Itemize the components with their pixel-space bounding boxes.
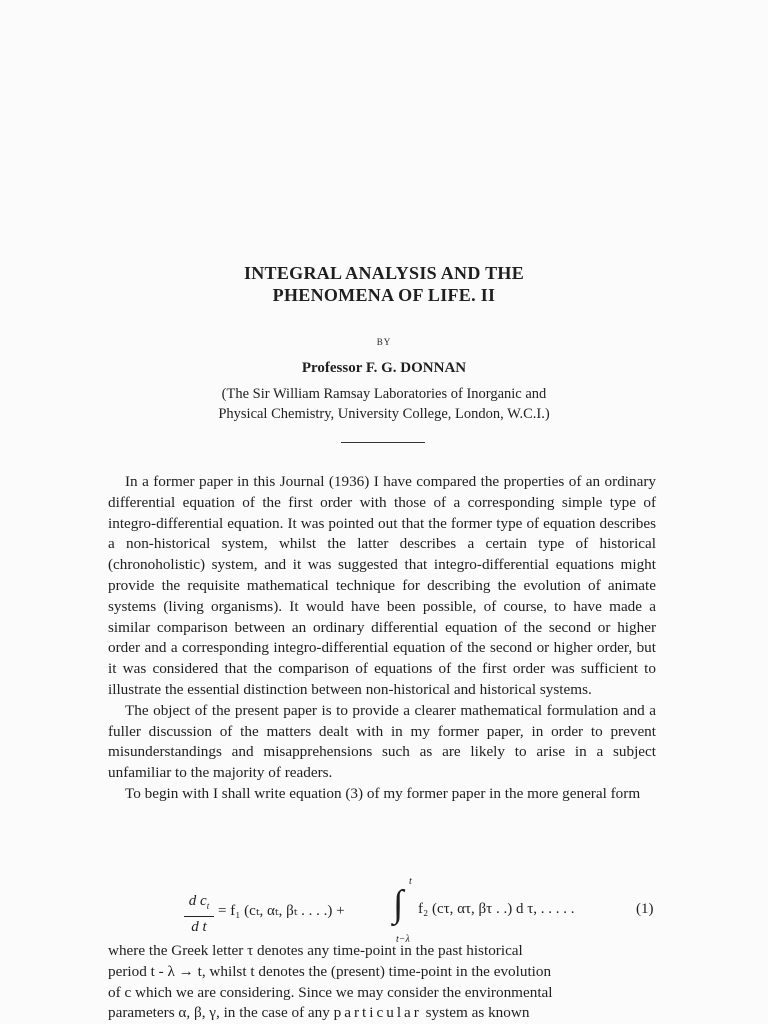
equation-number: (1) (636, 901, 654, 917)
integral-lower-limit: t−λ (396, 934, 410, 945)
integral-sign: ∫ (393, 883, 404, 925)
title-line-2: PHENOMENA OF LIFE. II (272, 285, 496, 305)
derivative-denominator: d t (191, 919, 207, 935)
equation-rhs-integrand: f₂ (cτ, ατ, βτ . .) d τ, . . . . . (418, 901, 575, 917)
fraction-bar (184, 916, 214, 917)
continued-line-3: of c which we are considering. Since we may consider the environmental (108, 983, 553, 1001)
author-name: Professor F. G. DONNAN (301, 360, 467, 376)
continued-line-4: parameters α, β, γ, in the case of any particular system as known (108, 1004, 530, 1022)
author-affiliation (0, 384, 768, 424)
by-label: BY (376, 337, 392, 347)
continued-line-1: where the Greek letter τ denotes any time-point in the past historical (108, 942, 523, 959)
equation-rhs-first-term: = f₁ (cₜ, αₜ, βₜ . . . .) + (218, 903, 345, 919)
paragraph-3: To begin with I shall write equation (3) of my former paper in the more general form (125, 784, 641, 802)
integral-upper-limit: t (409, 876, 412, 887)
equation-derivative (184, 892, 214, 936)
body-text-continued (108, 941, 656, 1024)
derivative-numerator: d $c_t$ (188, 893, 210, 911)
affiliation-line-2: Physical Chemistry, University College, London, W.C.I.) (218, 406, 550, 422)
paragraph-2: The object of the present paper is to provide a clearer mathematical formulation and a fuller discussion of the matters dealt with in my former paper, in order to prevent misunderstandings and misapprehensions such as are likely to arise in a subject unfamiliar to the majority of readers. (108, 701, 656, 782)
section-divider (341, 442, 425, 443)
title-line-1: INTEGRAL ANALYSIS AND THE (243, 263, 525, 283)
paragraph-1: In a former paper in this Journal (1936) I have compared the properties of an ordinary differential equation of the first order with those of a corresponding simple type of integro-differential equation. It was pointed out that the former type of equation describes a non-historical system, whilst the latter describes a certain type of historical (chronoholistic) system, and it was suggested that integro-differential equations might provide the requisite mathematical technique for describing the evolution of animate systems (living organisms). It would have been possible, of course, to have made a similar comparison between an ordinary differential equation of the second or higher order and a corresponding integro-differential equation of the second or higher order, but it was considered that the comparison of equations of the first order was sufficient to illustrate the essential distinction between non-historical and historical systems. (108, 473, 656, 698)
paper-title (0, 262, 768, 306)
affiliation-line-1: (The Sir William Ramsay Laboratories of Inorganic and (221, 386, 547, 402)
continued-line-2: period t - λ → t, whilst t denotes the (present) time-point in the evolution (108, 962, 552, 980)
equation-1 (0, 876, 768, 950)
body-text (108, 472, 656, 805)
